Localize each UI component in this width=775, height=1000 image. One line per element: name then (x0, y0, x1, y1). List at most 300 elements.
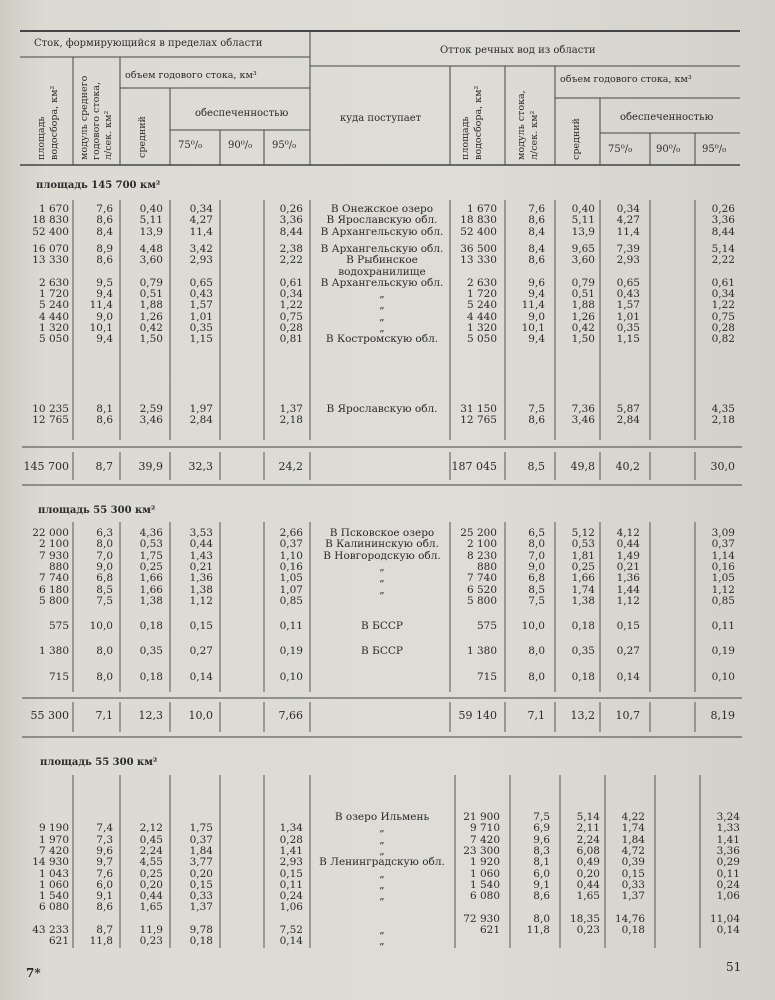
total-cell-a: 55 300 (30, 709, 69, 722)
table-cell-m: 11,8 (89, 935, 113, 948)
table-cell-m: 7,0 (96, 549, 113, 562)
table-cell-s: 11,9 (139, 924, 163, 936)
table-cell-p75: 0,21 (189, 560, 213, 573)
table-cell-s: 0,79 (139, 276, 163, 289)
table-cell-s: 4,36 (139, 527, 163, 539)
table-cell-p95: 1,07 (279, 583, 303, 596)
table-cell-p95: 1,41 (279, 844, 303, 857)
header-modulus-left-1: модуль среднего (79, 75, 90, 160)
header-p75-right: 75⁰/₀ (608, 144, 633, 155)
table-cell-p75: 0,43 (189, 288, 213, 301)
table-cell-s: 0,45 (139, 833, 163, 846)
table-cell-s: 2,24 (139, 844, 163, 857)
table-cell-rm: 7,5 (533, 811, 550, 823)
total-cell-r95: 8,19 (710, 709, 735, 722)
table-cell-s: 1,50 (139, 333, 163, 346)
table-cell-ra: 1 720 (466, 288, 497, 301)
table-cell-s: 4,48 (139, 242, 163, 255)
table-cell-r75: 0,18 (621, 924, 645, 936)
table-cell-rs: 0,23 (576, 924, 600, 936)
table-cell-p75: 1,75 (189, 822, 213, 835)
header-modulus-right-2: л/сек. км² (529, 110, 540, 160)
table-cell-p95: 0,37 (279, 538, 303, 551)
table-cell-rs: 5,12 (571, 527, 595, 539)
table-cell-ra: 1 320 (466, 322, 497, 334)
table-cell-ra: 5 050 (466, 333, 497, 346)
table-cell-r95: 0,61 (711, 276, 735, 289)
table-cell-rs: 1,50 (571, 333, 595, 346)
table-cell-destination: В Архангельскую обл. (320, 225, 444, 238)
table-cell-destination: „ (379, 583, 385, 596)
table-cell-p75: 2,93 (189, 254, 213, 267)
table-cell-rm: 8,3 (533, 844, 550, 857)
header-volume-right: объем годового стока, км³ (560, 74, 692, 85)
total-cell-p95: 24,2 (278, 460, 303, 473)
table-cell-p95: 0,26 (279, 203, 303, 215)
table-cell-rs: 0,51 (571, 288, 595, 301)
total-cell-r75: 40,2 (615, 460, 640, 473)
table-cell-a: 22 000 (32, 527, 69, 539)
table-cell-a: 715 (48, 670, 69, 683)
table-cell-destination: В Псковское озеро (329, 527, 435, 539)
table-cell-rs: 1,26 (571, 310, 595, 323)
table-cell-rm: 11,4 (521, 299, 545, 312)
table-cell-p75: 1,15 (189, 333, 213, 346)
table-cell-ra: 1 670 (466, 203, 497, 215)
table-cell-m: 9,1 (96, 890, 113, 903)
table-cell-destination: В Онежское озеро (330, 203, 434, 215)
table-cell-rs: 0,18 (571, 620, 595, 633)
table-cell-rm: 10,0 (521, 620, 545, 633)
table-cell-rs: 2,11 (576, 822, 600, 835)
table-cell-a: 5 240 (38, 299, 69, 312)
table-cell-rs: 13,9 (571, 225, 595, 238)
table-cell-s: 0,35 (139, 645, 163, 658)
total-cell-s: 12,3 (138, 709, 163, 722)
table-cell-ra: 7 420 (469, 833, 500, 846)
table-cell-a: 6 080 (38, 901, 69, 914)
table-cell-r95: 3,36 (716, 844, 740, 857)
table-cell-p95: 7,52 (279, 924, 303, 936)
table-cell-r75: 0,44 (616, 538, 640, 551)
table-cell-s: 1,26 (139, 310, 163, 323)
table-cell-rm: 8,4 (528, 242, 545, 255)
table-cell-a: 1 720 (38, 288, 69, 301)
table-cell-r75: 1,37 (621, 890, 645, 903)
footer-signature: 7* (26, 966, 41, 980)
table-cell-rs: 3,60 (571, 254, 595, 267)
table-cell-a: 16 070 (32, 242, 69, 255)
table-cell-destination: „ (379, 299, 385, 312)
table-cell-rs: 1,38 (571, 594, 595, 607)
table-cell-destination: „ (379, 288, 385, 301)
table-cell-rm: 10,1 (521, 322, 545, 334)
table-cell-r95: 5,14 (711, 242, 735, 255)
table-cell-r95: 0,29 (716, 856, 740, 869)
total-cell-p95: 7,66 (278, 709, 303, 722)
table-cell-p75: 1,01 (189, 310, 213, 323)
table-cell-destination: В Архангельскую обл. (320, 242, 444, 255)
table-cell-m: 8,1 (96, 402, 113, 415)
table-cell-a: 43 233 (32, 924, 69, 936)
table-cell-p95: 2,22 (279, 254, 303, 267)
header-p90-right: 90⁰/₀ (656, 144, 681, 155)
table-cell-ra: 621 (479, 924, 500, 936)
table-cell-rm: 6,8 (528, 572, 545, 585)
table-cell-rm: 8,0 (528, 645, 545, 658)
table-cell-m: 7,3 (96, 833, 113, 846)
table-cell-m: 8,0 (96, 645, 113, 658)
table-cell-p95: 0,75 (279, 310, 303, 323)
table-cell-r95: 4,35 (711, 402, 735, 415)
table-cell-s: 0,44 (139, 890, 163, 903)
table-cell-a: 9 190 (38, 822, 69, 835)
table-cell-r75: 0,33 (621, 878, 645, 891)
header-area-right-1: площадь (460, 116, 471, 160)
table-cell-m: 9,7 (96, 856, 113, 869)
table-cell-s: 13,9 (139, 225, 163, 238)
table-cell-destination: В озеро Ильмень (334, 811, 430, 823)
table-cell-m: 11,4 (89, 299, 113, 312)
table-cell-s: 3,46 (139, 413, 163, 426)
table-cell-m: 6,0 (96, 878, 113, 891)
table-cell-m: 8,5 (96, 583, 113, 596)
table-cell-rs: 1,74 (571, 583, 595, 596)
table-cell-m: 6,8 (96, 572, 113, 585)
table-cell-p95: 1,06 (279, 901, 303, 914)
header-volume-left: объем годового стока, км³ (125, 70, 257, 81)
table-cell-a: 10 235 (32, 402, 69, 415)
table-cell-ra: 13 330 (460, 254, 497, 267)
table-cell-destination: В Новгородскую обл. (323, 549, 441, 562)
total-cell-ra: 59 140 (458, 709, 497, 722)
table-cell-r95: 1,22 (711, 299, 735, 312)
table-cell-p75: 0,15 (189, 878, 213, 891)
table-cell-r95: 11,04 (709, 912, 740, 925)
table-cell-r75: 0,65 (616, 276, 640, 289)
table-cell-rs: 0,18 (571, 670, 595, 683)
total-cell-rs: 13,2 (570, 709, 595, 722)
table-cell-rm: 7,0 (528, 549, 545, 562)
table-cell-rs: 9,65 (571, 242, 595, 255)
table-cell-r95: 1,33 (716, 822, 740, 835)
table-cell-r95: 0,16 (711, 560, 735, 573)
table-cell-a: 5 050 (38, 333, 69, 346)
table-cell-a: 1 043 (38, 867, 69, 880)
header-area-left-2: водосбора, км² (49, 85, 60, 160)
table-cell-r75: 4,72 (621, 844, 645, 857)
table-cell-a: 1 060 (38, 878, 69, 891)
table-cell-ra: 1 540 (469, 878, 500, 891)
table-cell-s: 1,38 (139, 594, 163, 607)
table-cell-ra: 4 440 (466, 310, 497, 323)
table-cell-a: 1 670 (38, 203, 69, 215)
table-cell-p75: 3,77 (189, 856, 213, 869)
table-cell-ra: 52 400 (460, 225, 497, 238)
table-cell-destination: „ (379, 890, 385, 903)
table-cell-m: 7,6 (96, 203, 113, 215)
table-cell-m: 9,0 (96, 560, 113, 573)
table-cell-r95: 0,24 (716, 878, 740, 891)
table-cell-r75: 1,57 (616, 299, 640, 312)
table-cell-s: 1,66 (139, 572, 163, 585)
table-cell-a: 6 180 (38, 583, 69, 596)
table-cell-ra: 1 060 (469, 867, 500, 880)
table-cell-r75: 2,93 (616, 254, 640, 267)
table-cell-r95: 0,11 (711, 620, 735, 633)
header-inflow: Сток, формирующийся в пределах области (34, 38, 263, 49)
table-cell-p75: 0,37 (189, 833, 213, 846)
table-cell-rs: 0,20 (576, 867, 600, 880)
table-cell-p95: 0,14 (279, 935, 303, 948)
table-cell-p95: 0,85 (279, 594, 303, 607)
table-cell-p75: 11,4 (189, 225, 213, 238)
table-cell-p95: 2,93 (279, 856, 303, 869)
table-cell-a: 621 (48, 935, 69, 948)
table-cell-s: 4,55 (139, 856, 163, 869)
table-cell-p95: 1,22 (279, 299, 303, 312)
table-cell-m: 9,4 (96, 333, 113, 346)
header-outflow: Отток речных вод из области (440, 45, 596, 56)
table-cell-s: 0,25 (139, 560, 163, 573)
table-cell-p95: 1,05 (279, 572, 303, 585)
table-cell-p75: 0,35 (189, 322, 213, 334)
table-cell-r95: 1,12 (711, 583, 735, 596)
table-cell-p95: 0,11 (279, 878, 303, 891)
table-cell-rs: 3,46 (571, 413, 595, 426)
table-cell-r75: 7,39 (616, 242, 640, 255)
table-cell-a: 1 970 (38, 833, 69, 846)
table-cell-p95: 1,10 (279, 549, 303, 562)
table-cell-r95: 0,14 (716, 924, 740, 936)
table-cell-m: 7,6 (96, 867, 113, 880)
table-cell-rs: 5,11 (571, 214, 595, 227)
total-cell-rs: 49,8 (570, 460, 595, 473)
table-cell-p75: 1,38 (189, 583, 213, 596)
table-cell-ra: 5 800 (466, 594, 497, 607)
table-cell-p95: 0,24 (279, 890, 303, 903)
header-mean-right: средний (571, 118, 582, 160)
table-cell-destination: „ (379, 833, 385, 846)
table-cell-m: 10,0 (89, 620, 113, 633)
table-cell-s: 0,25 (139, 867, 163, 880)
table-cell-rm: 6,5 (528, 527, 545, 539)
section-title-1: площадь 145 700 км² (36, 180, 161, 191)
table-cell-ra: 23 300 (463, 844, 500, 857)
table-cell-r95: 3,09 (711, 527, 735, 539)
table-cell-ra: 72 930 (463, 912, 500, 925)
table-cell-rm: 9,1 (533, 878, 550, 891)
table-cell-r75: 0,15 (616, 620, 640, 633)
table-cell-r75: 0,39 (621, 856, 645, 869)
table-cell-r75: 1,74 (621, 822, 645, 835)
table-cell-p95: 2,18 (279, 413, 303, 426)
header-modulus-right-1: модуль стока, (516, 90, 527, 160)
table-cell-rm: 7,5 (528, 402, 545, 415)
table-cell-p95: 0,81 (279, 333, 303, 346)
table-cell-p95: 0,34 (279, 288, 303, 301)
table-cell-m: 9,0 (96, 310, 113, 323)
table-cell-r75: 0,27 (616, 645, 640, 658)
table-cell-r95: 3,36 (711, 214, 735, 227)
table-cell-r95: 3,24 (716, 811, 740, 823)
table-cell-rs: 0,49 (576, 856, 600, 869)
table-cell-ra: 2 630 (466, 276, 497, 289)
table-cell-r75: 0,21 (616, 560, 640, 573)
table-cell-r95: 0,75 (711, 310, 735, 323)
table-cell-p75: 1,97 (189, 402, 213, 415)
table-cell-destination: В БССР (361, 645, 403, 658)
table-cell-rs: 0,79 (571, 276, 595, 289)
header-mean-left: средний (137, 116, 148, 158)
table-cell-s: 2,59 (139, 402, 163, 415)
table-cell-destination: „ (379, 822, 385, 835)
table-cell-r95: 2,22 (711, 254, 735, 267)
table-cell-destination: „ (379, 935, 385, 948)
table-cell-p95: 0,15 (279, 867, 303, 880)
table-cell-a: 1 320 (38, 322, 69, 334)
table-cell-m: 7,4 (96, 822, 113, 835)
total-cell-rm: 8,5 (527, 460, 545, 473)
table-cell-s: 0,40 (139, 203, 163, 215)
table-cell-rs: 1,88 (571, 299, 595, 312)
table-cell-rm: 8,6 (528, 413, 545, 426)
table-cell-s: 2,12 (139, 822, 163, 835)
table-cell-r75: 0,14 (616, 670, 640, 683)
table-cell-a: 4 440 (38, 310, 69, 323)
total-cell-rm: 7,1 (527, 709, 545, 722)
table-cell-destination: „ (379, 867, 385, 880)
table-cell-r95: 2,18 (711, 413, 735, 426)
table-cell-r75: 1,12 (616, 594, 640, 607)
table-cell-destination: „ (379, 322, 385, 334)
table-cell-r75: 2,84 (616, 413, 640, 426)
header-modulus-left-2: годового стока, (91, 82, 102, 160)
header-supply-right: обеспеченностью (620, 112, 714, 123)
table-cell-rs: 0,25 (571, 560, 595, 573)
table-cell-ra: 2 100 (466, 538, 497, 551)
table-cell-rs: 5,14 (576, 811, 600, 823)
table-cell-rm: 9,0 (528, 310, 545, 323)
table-cell-m: 8,4 (96, 225, 113, 238)
total-cell-p75: 32,3 (188, 460, 213, 473)
table-cell-s: 0,18 (139, 620, 163, 633)
table-cell-p75: 0,20 (189, 867, 213, 880)
table-cell-destination: „ (379, 572, 385, 585)
table-cell-destination: В Ярославскую обл. (326, 214, 438, 227)
table-cell-rm: 11,8 (526, 924, 550, 936)
table-cell-r95: 1,06 (716, 890, 740, 903)
table-cell-rm: 9,4 (528, 333, 545, 346)
table-cell-r95: 8,44 (711, 225, 735, 238)
table-cell-p75: 2,84 (189, 413, 213, 426)
table-cell-rs: 18,35 (569, 912, 600, 925)
table-cell-rs: 0,40 (571, 203, 595, 215)
table-cell-a: 2 100 (38, 538, 69, 551)
table-cell-a: 880 (48, 560, 69, 573)
table-cell-a: 7 930 (38, 549, 69, 562)
table-cell-r95: 0,10 (711, 670, 735, 683)
table-cell-p75: 3,42 (189, 242, 213, 255)
table-cell-s: 1,66 (139, 583, 163, 596)
table-cell-destination: „ (379, 878, 385, 891)
table-cell-r75: 4,22 (621, 811, 645, 823)
table-cell-ra: 880 (476, 560, 497, 573)
table-cell-p75: 0,34 (189, 203, 213, 215)
table-cell-s: 3,60 (139, 254, 163, 267)
table-cell-r75: 1,36 (616, 572, 640, 585)
table-cell-ra: 18 830 (460, 214, 497, 227)
table-cell-p95: 0,28 (279, 322, 303, 334)
table-cell-p75: 4,27 (189, 214, 213, 227)
table-cell-m: 8,6 (96, 413, 113, 426)
table-cell-rm: 9,6 (528, 276, 545, 289)
table-cell-rm: 8,6 (533, 890, 550, 903)
table-cell-rm: 8,6 (528, 254, 545, 267)
table-cell-ra: 6 080 (469, 890, 500, 903)
table-cell-p75: 1,12 (189, 594, 213, 607)
table-cell-r75: 0,15 (621, 867, 645, 880)
table-cell-p75: 0,18 (189, 935, 213, 948)
table-cell-rm: 7,6 (528, 203, 545, 215)
table-cell-r75: 0,35 (616, 322, 640, 334)
table-cell-ra: 5 240 (466, 299, 497, 312)
table-cell-rs: 0,53 (571, 538, 595, 551)
table-cell-r75: 0,34 (616, 203, 640, 215)
table-cell-r95: 0,19 (711, 645, 735, 658)
table-cell-r95: 1,05 (711, 572, 735, 585)
table-cell-s: 5,11 (139, 214, 163, 227)
table-cell-p95: 2,38 (279, 242, 303, 255)
table-cell-m: 7,5 (96, 594, 113, 607)
table-cell-r95: 0,28 (711, 322, 735, 334)
table-cell-rs: 1,81 (571, 549, 595, 562)
table-cell-s: 0,42 (139, 322, 163, 334)
table-cell-m: 8,7 (96, 924, 113, 936)
table-cell-p95: 0,11 (279, 620, 303, 633)
total-cell-p75: 10,0 (188, 709, 213, 722)
table-cell-p95: 8,44 (279, 225, 303, 238)
table-cell-m: 9,4 (96, 288, 113, 301)
table-cell-m: 8,0 (96, 670, 113, 683)
table-cell-r95: 0,11 (716, 867, 740, 880)
table-cell-r75: 4,12 (616, 527, 640, 539)
table-cell-ra: 1 920 (469, 856, 500, 869)
table-cell-r75: 1,84 (621, 833, 645, 846)
table-cell-r95: 0,85 (711, 594, 735, 607)
total-cell-r95: 30,0 (710, 460, 735, 473)
table-cell-destination: В Костромскую обл. (325, 333, 439, 346)
table-cell-r75: 1,01 (616, 310, 640, 323)
total-cell-ra: 187 045 (451, 460, 497, 473)
table-cell-p75: 1,43 (189, 549, 213, 562)
table-cell-r75: 0,43 (616, 288, 640, 301)
header-area-right-2: водосбора, км² (473, 85, 484, 160)
table-cell-destination: „ (379, 560, 385, 573)
table-cell-p75: 1,84 (189, 844, 213, 857)
table-cell-r95: 0,37 (711, 538, 735, 551)
table-cell-rs: 7,36 (571, 402, 595, 415)
table-cell-p75: 3,53 (189, 527, 213, 539)
table-cell-rs: 6,08 (576, 844, 600, 857)
table-cell-r95: 0,34 (711, 288, 735, 301)
table-cell-destination: В Рыбинское (346, 254, 418, 267)
table-cell-a: 18 830 (32, 214, 69, 227)
table-cell-rm: 8,0 (528, 538, 545, 551)
table-cell-a: 1 380 (38, 645, 69, 658)
table-cell-rm: 9,4 (528, 288, 545, 301)
table-cell-ra: 25 200 (460, 527, 497, 539)
